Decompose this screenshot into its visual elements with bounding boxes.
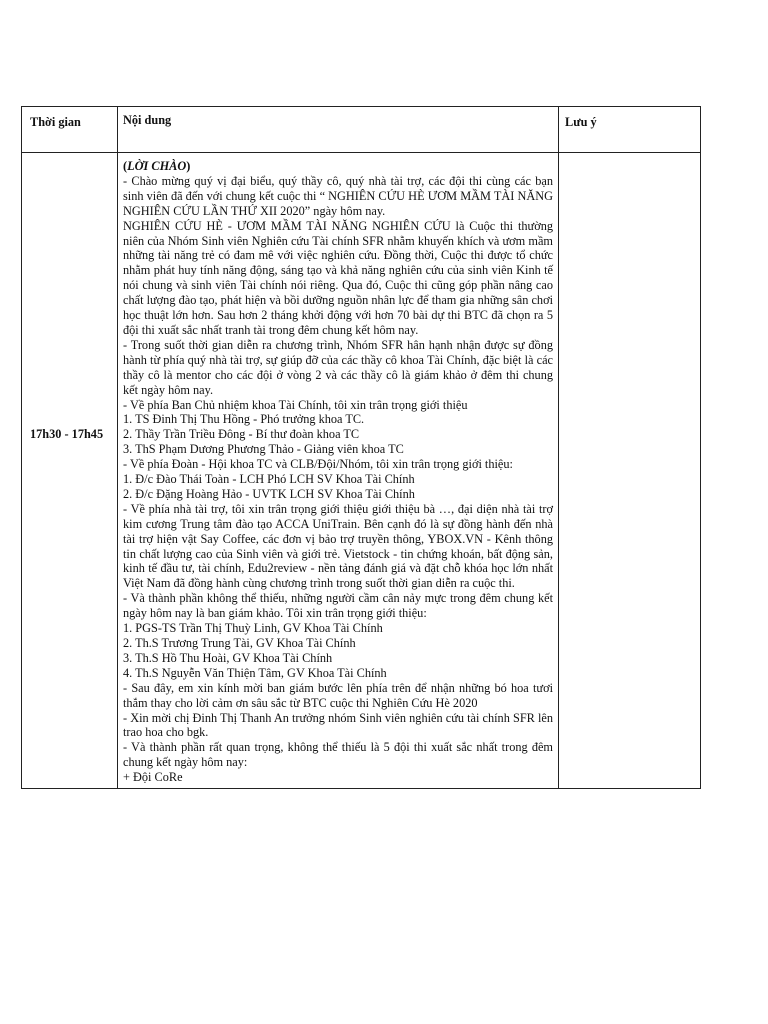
content-paragraph: - Và thành phần không thể thiếu, những người cầm cân nảy mực trong đêm chung kết ngày hôm nay là ban giám khảo. Tôi xin trân trọng giới thiệu:	[123, 591, 553, 621]
time-cell: 17h30 - 17h45	[22, 153, 118, 789]
header-note: Lưu ý	[559, 107, 701, 153]
content-paragraphs	[123, 174, 553, 785]
content-paragraph: 4. Th.S Nguyễn Văn Thiện Tâm, GV Khoa Tài Chính	[123, 665, 387, 680]
header-time: Thời gian	[22, 107, 118, 153]
content-cell	[118, 153, 559, 789]
content-paragraph: - Về phía Ban Chủ nhiệm khoa Tài Chính, tôi xin trân trọng giới thiệu	[123, 397, 468, 412]
table-header-row	[22, 107, 701, 153]
greeting-label: (LỜI CHÀO)	[123, 159, 191, 173]
content-paragraph: - Sau đây, em xin kính mời ban giám bước lên phía trên để nhận những bó hoa tươi thắm thay cho lời cảm ơn sâu sắc từ BTC cuộc thi Nghiên Cứu Hè 2020	[123, 680, 553, 710]
table-row	[22, 153, 701, 789]
content-paragraph: NGHIÊN CỨU HÈ - ƯƠM MẦM TÀI NĂNG NGHIÊN CỨU là Cuộc thi thường niên của Nhóm Sinh viên Nghiên cứu Tài chính SFR nhằm khuyến khích và ươm mầm những tài năng trẻ có đam mê với việc nghiên cứu. Đồng thời, Cuộc thi được tổ chức nhằm phát huy tính năng động, sáng tạo và khả năng nghiên cứu của sinh viên Kinh tế nói chung và sinh viên Tài chính nói riêng. Qua đó, Cuộc thi cũng góp phần nâng cao chất lượng đào tạo, phát hiện và bồi dưỡng nguồn nhân lực để tham gia những sân chơi học thuật lớn hơn. Sau hơn 2 tháng khởi động với hơn 70 bài dự thi BTC đã chọn ra 5 đội thi xuất sắc nhất tranh tài trong đêm chung kết hôm nay.	[123, 218, 553, 337]
content-paragraph: + Đội CoRe	[123, 770, 183, 785]
program-script-table	[21, 106, 701, 789]
content-paragraph: 3. ThS Phạm Dương Phương Thảo - Giảng viên khoa TC	[123, 442, 404, 457]
content-paragraph: - Xin mời chị Đinh Thị Thanh An trưởng nhóm Sinh viên nghiên cứu tài chính SFR lên trao hoa cho bgk.	[123, 710, 553, 740]
content-paragraph: 2. Thầy Trần Triều Đông - Bí thư đoàn khoa TC	[123, 427, 360, 442]
content-paragraph: 1. Đ/c Đào Thái Toàn - LCH Phó LCH SV Khoa Tài Chính	[123, 472, 415, 487]
content-paragraph: 1. TS Đinh Thị Thu Hồng - Phó trưởng khoa TC.	[123, 412, 365, 427]
content-paragraph: - Và thành phần rất quan trọng, không thể thiếu là 5 đội thi xuất sắc nhất trong đêm chung kết ngày hôm nay:	[123, 740, 553, 770]
header-content: Nội dung	[118, 107, 559, 153]
note-cell	[559, 153, 701, 789]
content-paragraph: 1. PGS-TS Trần Thị Thuỳ Linh, GV Khoa Tài Chính	[123, 621, 383, 636]
greeting-label-text: LỜI CHÀO	[127, 159, 187, 173]
content-paragraph: - Về phía Đoàn - Hội khoa TC và CLB/Đội/Nhóm, tôi xin trân trọng giới thiệu:	[123, 457, 513, 472]
content-paragraph: - Về phía nhà tài trợ, tôi xin trân trọng giới thiệu giới thiệu bà …, đại diện nhà tài trợ kim cương Trung tâm đào tạo ACCA UniTrain. Bên cạnh đó là sự đồng hành đến nhà tài trợ hiện vật Say Coffee, các đơn vị bảo trợ truyền thông, YBOX.VN - Kênh thông tin chất lượng cao của Sinh viên và giới trẻ. Vietstock - tin chứng khoán, bất động sản, kinh tế đầu tư, tài chính, Edu2review - nền tảng đánh giá và đặt chỗ khóa học lớn nhất Việt Nam đã đồng hành cùng chương trình trong suốt thời gian diễn ra cuộc thi.	[123, 501, 553, 591]
content-paragraph: 3. Th.S Hồ Thu Hoài, GV Khoa Tài Chính	[123, 650, 333, 665]
content-paragraph: - Chào mừng quý vị đại biểu, quý thầy cô, quý nhà tài trợ, các đội thi cùng các bạn sinh viên đã đến với chung kết cuộc thi “ NGHIÊN CỨU HÈ ƯƠM MẦM TÀI NĂNG NGHIÊN CỨU LẦN THỨ XII 2020” ngày hôm nay.	[123, 173, 553, 218]
content-paragraph: - Trong suốt thời gian diễn ra chương trình, Nhóm SFR hân hạnh nhận được sự đồng hành từ phía quý nhà tài trợ, sự giúp đỡ của các thầy cô khoa Tài Chính, đặc biệt là các thầy cô là mentor cho các đội ở vòng 2 và các thầy cô là giám khảo ở đêm thi chung kết ngày hôm nay.	[123, 337, 553, 397]
content-paragraph: 2. Th.S Trương Trung Tài, GV Khoa Tài Chính	[123, 636, 356, 650]
content-paragraph: 2. Đ/c Đặng Hoàng Hảo - UVTK LCH SV Khoa Tài Chính	[123, 486, 415, 501]
